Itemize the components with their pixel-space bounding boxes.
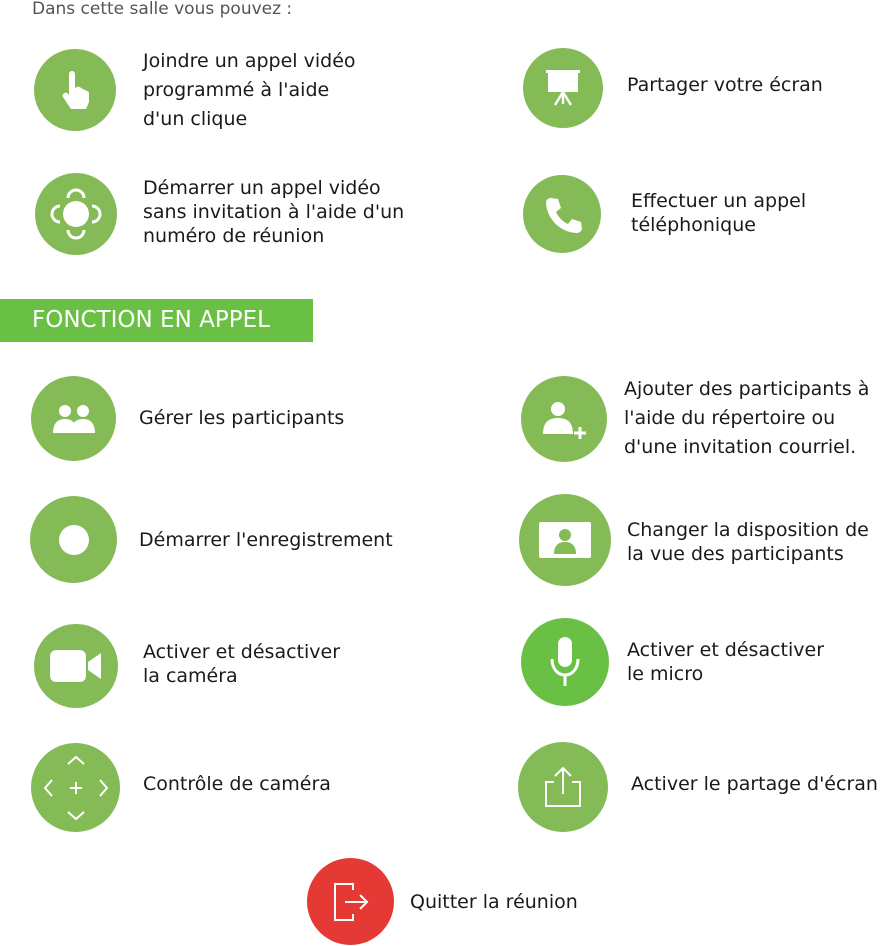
- camera-control-label: Contrôle de caméra: [143, 773, 331, 795]
- toggle-camera-button[interactable]: [34, 624, 118, 708]
- section-banner: FONCTION EN APPEL: [0, 299, 313, 342]
- enable-screen-share-label: Activer le partage d'écran: [631, 773, 878, 795]
- microphone-icon: [545, 635, 585, 689]
- camera-control-icon: [36, 748, 116, 828]
- add-participants-button[interactable]: [521, 376, 607, 462]
- start-call-label: Démarrer un appel vidéo sans invitation à l'aide d'un numéro de réunion: [143, 177, 405, 247]
- join-call-label: Joindre un appel vidéo programmé à l'aide d'un clique: [143, 50, 356, 130]
- quit-meeting-label: Quitter la réunion: [410, 891, 578, 913]
- share-screen-label: Partager votre écran: [627, 74, 823, 96]
- manage-participants-label: Gérer les participants: [139, 407, 345, 429]
- exit-icon: [329, 880, 373, 924]
- layout-icon: [536, 518, 594, 562]
- quit-meeting-button[interactable]: [307, 858, 394, 945]
- record-label: Démarrer l'enregistrement: [139, 529, 393, 551]
- participants-icon: [48, 399, 100, 439]
- enable-screen-share-button[interactable]: [518, 742, 608, 832]
- phone-call-label: Effectuer un appel téléphonique: [631, 190, 807, 236]
- add-participant-icon: [538, 397, 590, 441]
- phone-call-button[interactable]: [523, 175, 601, 253]
- manage-participants-button[interactable]: [31, 376, 116, 461]
- projector-screen-icon: [541, 66, 585, 110]
- dial-pad-icon: [43, 181, 109, 247]
- camera-icon: [48, 647, 104, 685]
- record-button[interactable]: [30, 496, 117, 583]
- toggle-camera-label: Activer et désactiver la caméra: [143, 641, 341, 687]
- phone-icon: [542, 194, 582, 234]
- toggle-micro-button[interactable]: [521, 618, 609, 706]
- hand-pointer-icon: [55, 68, 95, 112]
- camera-control-button[interactable]: [31, 743, 120, 832]
- screen-share-icon: [540, 764, 586, 810]
- join-call-button[interactable]: [34, 49, 116, 131]
- start-call-button[interactable]: [35, 173, 117, 255]
- intro-text: Dans cette salle vous pouvez :: [32, 0, 293, 19]
- change-layout-button[interactable]: [519, 494, 611, 586]
- record-icon: [57, 523, 91, 557]
- add-participants-label: Ajouter des participants à l'aide du répertoire ou d'une invitation courriel.: [624, 378, 870, 458]
- change-layout-label: Changer la disposition de la vue des participants: [627, 519, 869, 565]
- toggle-micro-label: Activer et désactiver le micro: [627, 639, 825, 685]
- share-screen-button[interactable]: [523, 48, 603, 128]
